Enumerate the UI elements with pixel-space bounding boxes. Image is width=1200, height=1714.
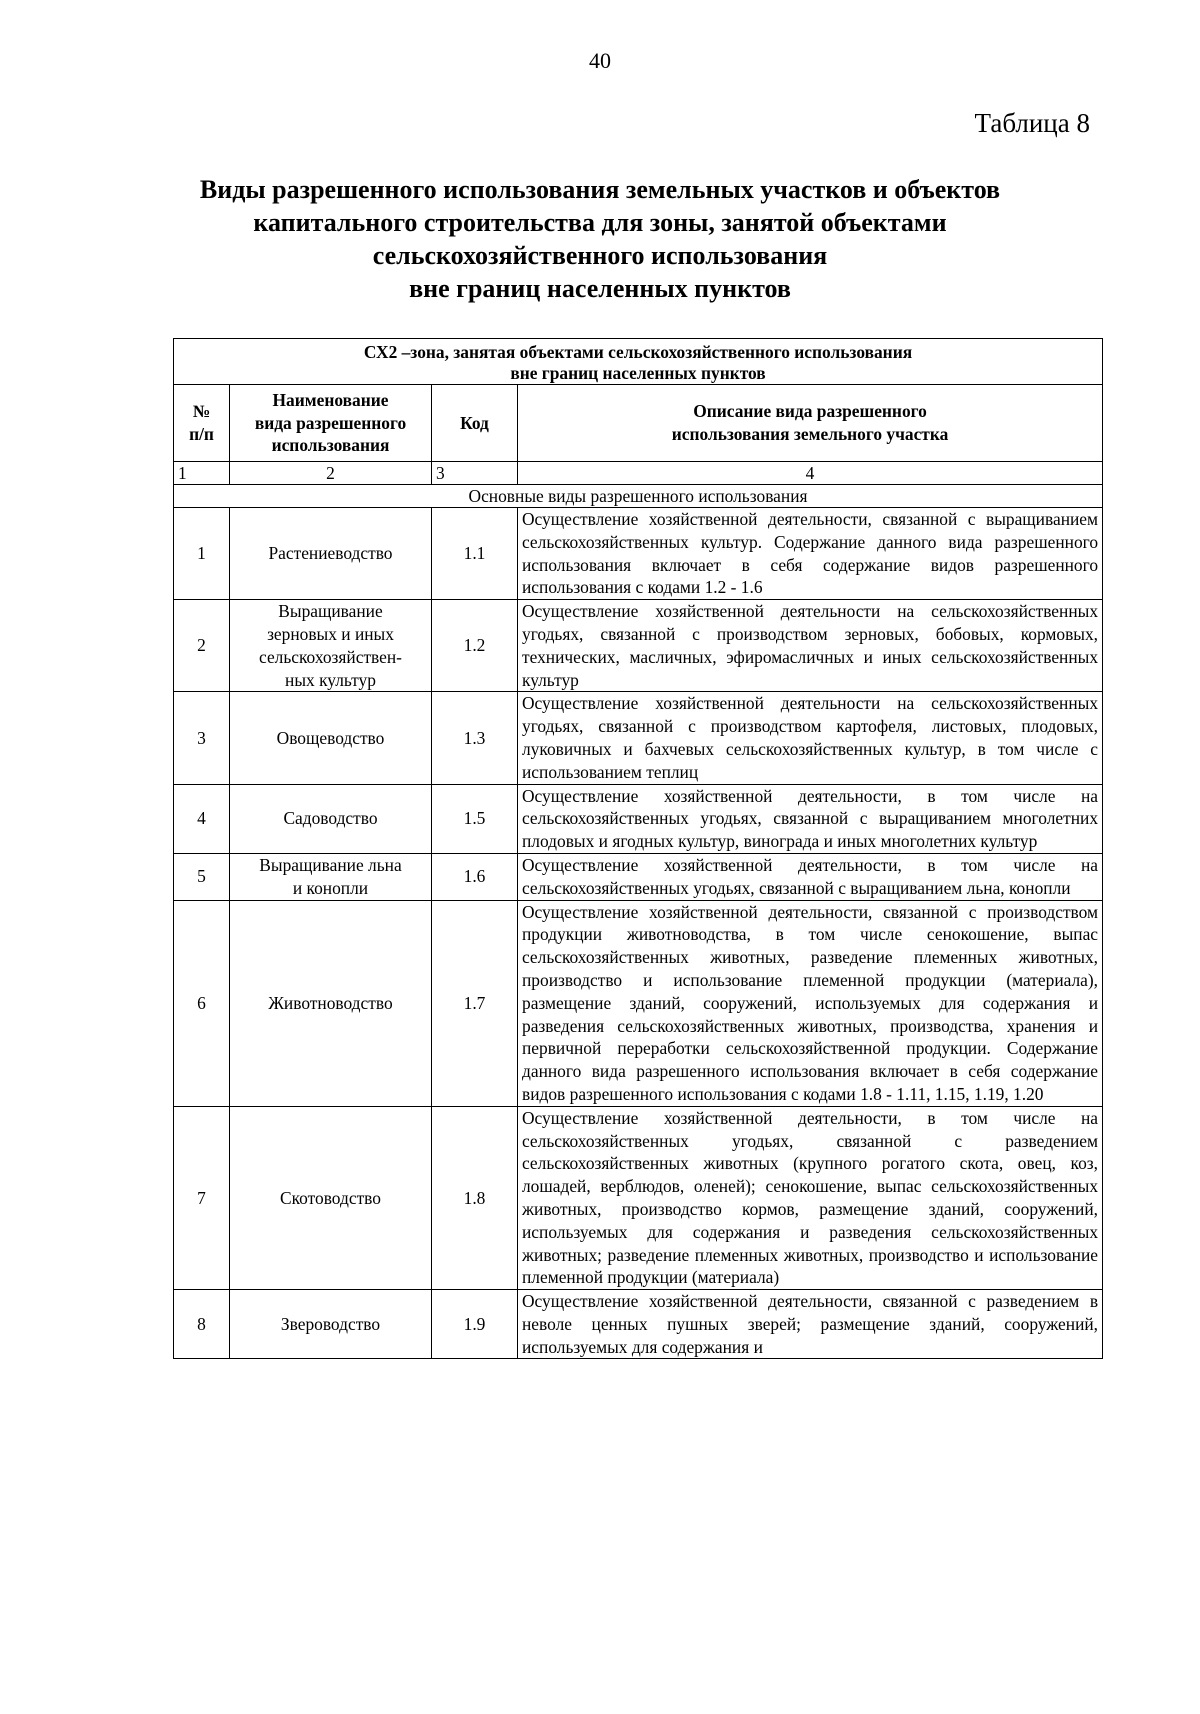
row-description: Осуществление хозяйственной деятельности на сельскохозяйственных угодьях, связанной с производством зерновых, бобовых, кормовых, технических, масличных, эфиромасличных и иных сельскохозяйственных культур <box>518 600 1103 692</box>
zone-header-cell <box>174 339 1103 385</box>
row-code: 1.9 <box>432 1290 518 1359</box>
table-row <box>174 853 1103 900</box>
row-use-name-line: Растениеводство <box>268 543 393 564</box>
table-row <box>174 784 1103 853</box>
column-number: 2 <box>230 462 432 485</box>
row-use-name-line: Выращивание льна <box>259 854 402 875</box>
header-name <box>230 385 432 462</box>
zone-header-line: вне границ населенных пунктов <box>510 363 766 383</box>
row-number: 3 <box>174 692 230 784</box>
column-number: 1 <box>174 462 230 485</box>
table-row <box>174 1290 1103 1359</box>
row-code: 1.7 <box>432 900 518 1106</box>
row-description: Осуществление хозяйственной деятельности, связанной с разведением в неволе ценных пушных зверей; размещение зданий, сооружений, используемых для содержания и <box>518 1290 1103 1359</box>
table-row <box>174 900 1103 1106</box>
header-description-line: Описание вида разрешенного <box>693 401 927 422</box>
row-use-name-line: и конопли <box>292 877 369 898</box>
header-description <box>518 385 1103 462</box>
header-code-line: Код <box>460 412 489 433</box>
row-number: 6 <box>174 900 230 1106</box>
column-number: 4 <box>518 462 1103 485</box>
row-description: Осуществление хозяйственной деятельности, в том числе на сельскохозяйственных угодьях, связанной с выращиванием многолетних плодовых и ягодных культур, винограда и иных многолетних культур <box>518 784 1103 853</box>
row-use-name <box>230 784 432 853</box>
column-header-row <box>174 385 1103 462</box>
row-number: 8 <box>174 1290 230 1359</box>
row-use-name <box>230 600 432 692</box>
title-line: вне границ населенных пунктов <box>409 274 791 303</box>
title-line: сельскохозяйственного использования <box>372 241 828 270</box>
header-name-line: использования <box>271 435 390 456</box>
row-number: 2 <box>174 600 230 692</box>
row-use-name-line: Садоводство <box>283 808 378 829</box>
row-description: Осуществление хозяйственной деятельности, в том числе на сельскохозяйственных угодьях, связанной с выращиванием льна, конопли <box>518 853 1103 900</box>
row-code: 1.2 <box>432 600 518 692</box>
header-num-line: п/п <box>189 424 214 444</box>
row-number: 7 <box>174 1106 230 1289</box>
row-code: 1.1 <box>432 508 518 600</box>
zone-header-line: СХ2 –зона, занятая объектами сельскохозяйственного использования <box>363 342 913 362</box>
title-line: капитального строительства для зоны, занятой объектами <box>253 208 947 237</box>
header-name-line: Наименование <box>272 389 389 410</box>
row-use-name <box>230 692 432 784</box>
row-use-name <box>230 1290 432 1359</box>
table-row <box>174 692 1103 784</box>
header-description-line: использования земельного участка <box>671 424 949 444</box>
table-row <box>174 600 1103 692</box>
row-use-name <box>230 853 432 900</box>
row-description: Осуществление хозяйственной деятельности на сельскохозяйственных угодьях, связанной с производством картофеля, листовых, плодовых, луковичных и бахчевых сельскохозяйственных культур, в том числе с использованием теплиц <box>518 692 1103 784</box>
row-use-name-line: Выращивание <box>278 601 383 622</box>
row-code: 1.8 <box>432 1106 518 1289</box>
table-row <box>174 1106 1103 1289</box>
row-use-name-line: зерновых и иных <box>267 623 394 644</box>
row-use-name-line: Скотоводство <box>280 1187 381 1208</box>
table-row <box>174 508 1103 600</box>
row-use-name <box>230 1106 432 1289</box>
row-number: 4 <box>174 784 230 853</box>
header-num-line: № <box>192 401 211 422</box>
row-number: 1 <box>174 508 230 600</box>
land-use-table <box>173 338 1103 1359</box>
page-number: 40 <box>589 48 611 73</box>
zone-header-row <box>174 339 1103 385</box>
row-use-name-line: Животноводство <box>268 992 393 1013</box>
column-number: 3 <box>432 462 518 485</box>
section-label: Основные виды разрешенного использования <box>174 485 1103 508</box>
row-code: 1.3 <box>432 692 518 784</box>
row-use-name-line: сельскохозяйствен- <box>259 646 402 667</box>
row-use-name-line: Овощеводство <box>276 727 385 748</box>
header-code <box>432 385 518 462</box>
row-use-name <box>230 508 432 600</box>
table-label: Таблица 8 <box>974 108 1090 138</box>
column-number-row <box>174 462 1103 485</box>
row-description: Осуществление хозяйственной деятельности, связанной с производством продукции животноводства, в том числе сенокошение, выпас сельскохозяйственных животных, разведение племенных животных, производство и использование племенной продукции (материала), размещение зданий, сооружений, используемых для содержания и разведения сельскохозяйственных животных, производства, хранения и первичной переработки сельскохозяйственной продукции. Содержание данного вида разрешенного использования включает в себя содержание видов разрешенного использования с кодами 1.8 - 1.11, 1.15, 1.19, 1.20 <box>518 900 1103 1106</box>
header-num <box>174 385 230 462</box>
row-use-name <box>230 900 432 1106</box>
row-use-name-line: ных культур <box>285 669 376 690</box>
row-description: Осуществление хозяйственной деятельности, в том числе на сельскохозяйственных угодьях, связанной с разведением сельскохозяйственных животных (крупного рогатого скота, овец, коз, лошадей, верблюдов, оленей); сенокошение, выпас сельскохозяйственных животных, производство кормов, размещение зданий, сооружений, используемых для содержания и разведения сельскохозяйственных животных; разведение племенных животных, производство и использование племенной продукции (материала) <box>518 1106 1103 1289</box>
row-code: 1.6 <box>432 853 518 900</box>
section-row <box>174 485 1103 508</box>
row-number: 5 <box>174 853 230 900</box>
row-description: Осуществление хозяйственной деятельности, связанной с выращиванием сельскохозяйственных культур. Содержание данного вида разрешенного использования включает в себя содержание видов разрешенного использования с кодами 1.2 - 1.6 <box>518 508 1103 600</box>
title-line: Виды разрешенного использования земельных участков и объектов <box>199 175 1001 204</box>
document-title <box>100 173 1100 305</box>
header-name-line: вида разрешенного <box>254 412 407 433</box>
row-use-name-line: Звероводство <box>280 1313 381 1334</box>
row-code: 1.5 <box>432 784 518 853</box>
